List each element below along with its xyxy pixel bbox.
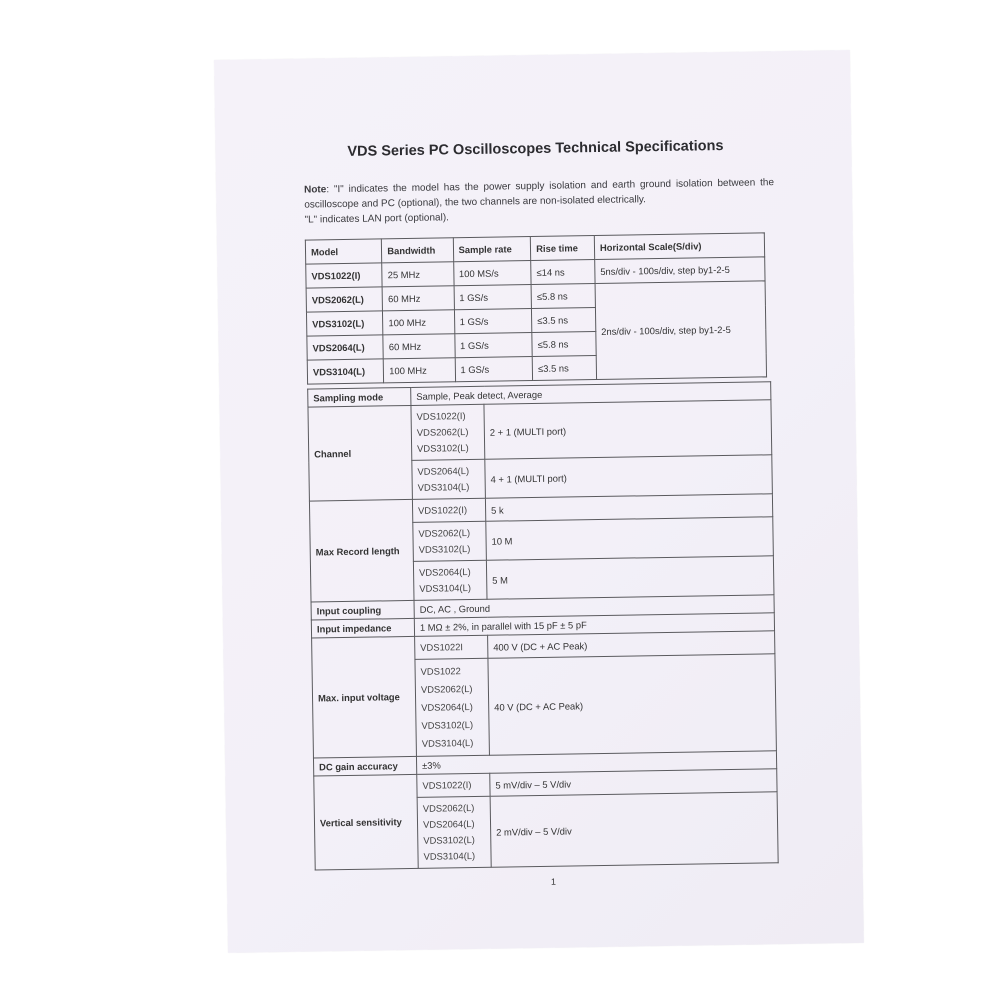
input-impedance-label: Input impedance: [311, 618, 414, 638]
header-bandwidth: Bandwidth: [382, 238, 454, 263]
channel-label: Channel: [308, 405, 412, 501]
model-name: VDS2064(L): [418, 566, 471, 578]
detail-spec-table: [307, 381, 779, 870]
bandwidth-cell: 60 MHz: [383, 334, 455, 359]
channel-models-group-2: [412, 459, 486, 499]
page-number: 1: [550, 876, 557, 887]
sampling-mode-value: Sample, Peak detect, Average: [411, 382, 771, 406]
model-cell: VDS2064(L): [307, 335, 384, 360]
model-name: VDS2064(L): [422, 818, 475, 830]
record-value-group-1: 5 k: [485, 494, 772, 522]
bandwidth-cell: 100 MHz: [383, 310, 455, 335]
model-name: VDS3104(L): [417, 481, 470, 493]
record-models-group-3: [413, 560, 487, 600]
sampling-mode-label: Sampling mode: [308, 387, 411, 407]
dc-gain-value: ±3%: [416, 751, 776, 775]
model-cell: VDS3102(L): [306, 311, 383, 336]
model-name: VDS2064(L): [417, 465, 470, 477]
sample-rate-cell: 1 GS/s: [454, 333, 532, 358]
header-horizontal-scale: Horizontal Scale(S/div): [594, 233, 764, 260]
document-title: VDS Series PC Oscilloscopes Technical Specifications: [347, 138, 724, 160]
channel-models-group-1: [411, 404, 485, 460]
header-model: Model: [305, 239, 382, 264]
model-name: VDS2062(L): [418, 527, 471, 539]
record-value-group-2: 10 M: [486, 517, 774, 561]
record-value-group-3: 5 M: [486, 556, 774, 600]
model-name: VDS1022(I): [422, 779, 472, 791]
rise-time-cell: ≤3.5 ns: [532, 308, 596, 333]
sample-rate-cell: 1 GS/s: [454, 285, 532, 310]
horizontal-scale-cell: 5ns/div - 100s/div, step by1-2-5: [595, 257, 765, 284]
input-coupling-label: Input coupling: [311, 600, 414, 620]
sample-rate-cell: 1 GS/s: [455, 357, 533, 382]
model-cell: VDS2062(L): [306, 287, 383, 312]
model-name: VDS1022: [420, 665, 461, 677]
model-name: VDS1022I: [420, 641, 464, 653]
voltage-models-group-1: [415, 635, 488, 659]
model-name: VDS1022(I): [416, 410, 466, 422]
input-impedance-value: 1 MΩ ± 2%, in parallel with 15 pF ± 5 pF: [414, 613, 774, 637]
model-spec-table: [305, 232, 767, 384]
input-coupling-value: DC, AC , Ground: [414, 595, 774, 619]
model-name: VDS3104(L): [423, 849, 476, 862]
model-name: VDS3102(L): [418, 543, 471, 555]
record-models-group-1: [412, 498, 485, 522]
model-name: VDS3104(L): [421, 737, 474, 749]
channel-value-group-1: 2 + 1 (MULTI port): [484, 400, 772, 460]
vsens-value-group-2: 2 mV/div – 5 V/div: [490, 792, 778, 867]
bandwidth-cell: 60 MHz: [382, 286, 454, 311]
horizontal-scale-cell: 2ns/div - 100s/div, step by1-2-5: [595, 281, 767, 380]
model-name: VDS3104(L): [419, 582, 471, 594]
vsens-models-group-2: [417, 796, 491, 868]
vertical-sensitivity-label: Vertical sensitivity: [314, 774, 418, 870]
voltage-value-group-1: 400 V (DC + AC Peak): [488, 631, 775, 659]
spec-sheet-page: [214, 50, 864, 953]
model-name: VDS2062(L): [420, 683, 473, 695]
header-rise-time: Rise time: [530, 236, 594, 261]
model-cell: VDS3104(L): [307, 359, 384, 384]
bandwidth-cell: 100 MHz: [384, 358, 456, 383]
model-name: VDS3102(L): [423, 833, 475, 846]
record-models-group-2: [413, 521, 487, 561]
rise-time-cell: ≤5.8 ns: [531, 284, 595, 309]
sample-rate-cell: 100 MS/s: [453, 261, 531, 286]
note-label: Note: [303, 184, 327, 196]
model-name: VDS3102(L): [417, 442, 469, 454]
rise-time-cell: ≤3.5 ns: [532, 356, 596, 381]
voltage-models-group-2: [415, 658, 490, 756]
voltage-value-group-2: 40 V (DC + AC Peak): [488, 654, 776, 755]
model-name: VDS2062(L): [416, 426, 469, 438]
max-input-voltage-label: Max. input voltage: [312, 636, 417, 758]
record-length-label: Max Record length: [309, 499, 414, 602]
model-name: VDS2062(L): [422, 802, 475, 814]
channel-value-group-2: 4 + 1 (MULTI port): [485, 455, 773, 499]
vsens-models-group-1: [417, 773, 490, 797]
rise-time-cell: ≤5.8 ns: [532, 332, 596, 357]
model-name: VDS3102(L): [421, 719, 474, 731]
model-name: VDS1022(I): [418, 504, 468, 516]
rise-time-cell: ≤14 ns: [531, 260, 595, 285]
note-text-lan: "L" indicates LAN port (optional).: [304, 212, 450, 226]
note-text-isolation: : "I" indicates the model has the power supply isolation and earth ground isolation between the oscilloscope and PC (optional), the two channels are non-isolated electrically.: [304, 177, 775, 211]
sample-rate-cell: 1 GS/s: [454, 309, 532, 334]
vsens-value-group-1: 5 mV/div – 5 V/div: [490, 769, 777, 797]
model-name: VDS2064(L): [421, 701, 473, 713]
bandwidth-cell: 25 MHz: [382, 262, 454, 287]
dc-gain-label: DC gain accuracy: [313, 756, 416, 776]
note-paragraph: [304, 175, 775, 227]
header-sample-rate: Sample rate: [453, 237, 531, 262]
model-cell: VDS1022(I): [306, 263, 383, 288]
table-row: [308, 400, 772, 462]
